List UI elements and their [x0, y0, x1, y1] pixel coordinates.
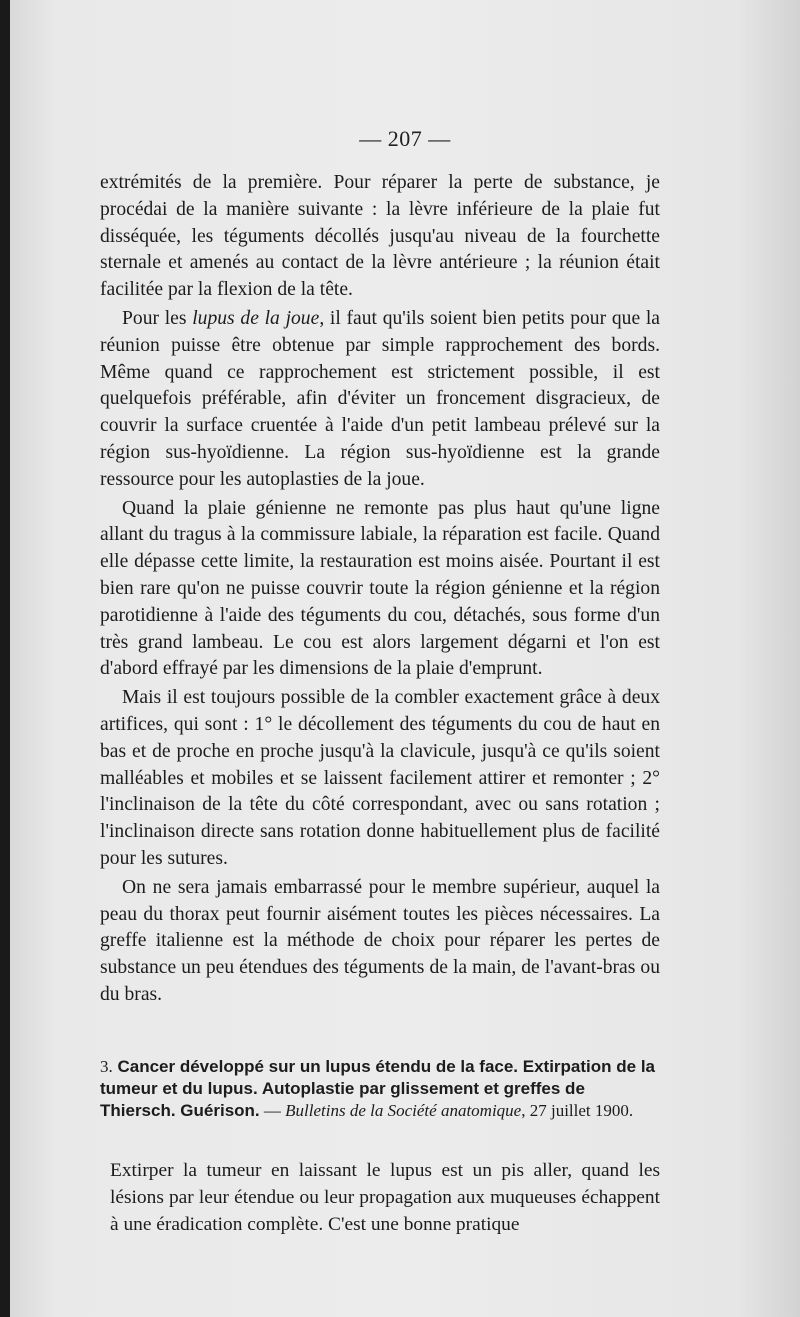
page-number: — 207 —	[359, 126, 451, 151]
paragraph-2-start: Pour les	[122, 307, 193, 329]
paragraph-2-italic: lupus de la joue	[192, 307, 320, 329]
paragraph-1: extrémités de la première. Pour réparer la perte de substance, je procédai de la manière suivante : la lèvre inférieure de la plaie fut disséquée, les téguments décollés jusqu'au niveau de la fourchette sternale et amenés au contact de la lèvre antérieure ; la réunion était facilitée par la flexion de la tête.	[100, 172, 660, 301]
paragraph-3: Quand la plaie génienne ne remonte pas plus haut qu'une ligne allant du tragus à la commissure labiale, la réparation est facile. Quand elle dépasse cette limite, la restauration est moins aisée. Pourtant il est bien rare qu'on ne puisse couvrir toute la région génienne et la région parotidienne à l'aide des téguments du cou, détachés, sous forme d'un très grand lambeau. Le cou est alors largement dégarni et l'on est d'abord effrayé par les dimensions de la plaie d'emprunt.	[100, 497, 660, 680]
case-heading	[100, 1056, 660, 1122]
case-ref-journal: Bulletins de la Société anatomique	[285, 1101, 522, 1120]
case-body	[110, 1158, 660, 1238]
paragraph-2-rest: , il faut qu'ils soient bien petits pour que la réunion puisse être obtenue par simple rapprochement des bords. Même quand ce rapprochement est strictement possible, il est quelquefois préférable, afin d'éviter un froncement disgracieux, de couvrir la surface cruentée à l'aide d'un petit lambeau prélevé sur la région sus-hyoïdienne. La région sus-hyoïdienne est la grande ressource pour les autoplasties de la joue.	[100, 307, 660, 490]
case-body-paragraph: Extirper la tumeur en laissant le lupus est un pis aller, quand les lésions par leur étendue ou leur propagation aux muqueuses échappent à une éradication complète. C'est une bonne pratique	[110, 1160, 660, 1235]
case-ref-date: , 27 juillet 1900.	[521, 1101, 634, 1120]
paragraph-5: On ne sera jamais embarrassé pour le membre supérieur, auquel la peau du thorax peut fournir aisément toutes les pièces nécessaires. La greffe italienne est la méthode de choix pour réparer les pertes de substance un peu étendues des téguments de la main, de l'avant-bras ou du bras.	[100, 876, 660, 1005]
case-title: Cancer développé sur un lupus étendu de la face. Extirpation de la tumeur et du lupus. Autoplastie par glissement et greffes de Thiersch. Guérison.	[100, 1057, 656, 1120]
main-text	[100, 170, 660, 1009]
book-page	[10, 0, 800, 1317]
paragraph-2	[100, 306, 660, 494]
case-number: 3.	[100, 1057, 113, 1076]
case-ref-dash: —	[259, 1101, 286, 1120]
paragraph-4: Mais il est toujours possible de la combler exactement grâce à deux artifices, qui sont : 1° le décollement des téguments du cou de haut en bas et de proche en proche jusqu'à la clavicule, jusqu'à ce qu'ils soient malléables et mobiles et se laissent facilement attirer et remonter ; 2° l'inclinaison de la tête du côté correspondant, avec ou sans rotation ; l'inclinaison directe sans rotation donne habituellement plus de facilité pour les sutures.	[100, 687, 660, 869]
case-ref	[285, 1101, 633, 1120]
